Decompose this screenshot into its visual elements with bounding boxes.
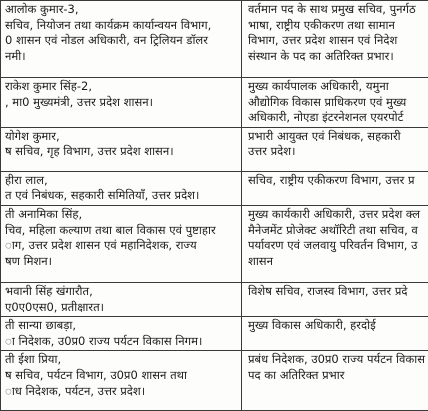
cell-text-line: ष सचिव, पर्यटन विभाग, उ0प्र0 शासन तथा [5, 368, 238, 384]
cell-text-line: ष सचिव, गृह विभाग, उत्तर प्रदेश शासन। [5, 144, 238, 160]
cell-text-line: 0 शासन एवं नोडल अधिकारी, वन ट्रिलियन डॉलर [5, 33, 238, 49]
officer-new-post-cell [242, 351, 428, 411]
cell-text-line: मुख्य कार्यकारी अधिकारी, उत्तर प्रदेश क्ल [248, 207, 428, 223]
cell-text-line: सचिव, नियोजन तथा कार्यक्रम कार्यान्वयन विभाग, [5, 18, 238, 34]
officer-new-post-cell [242, 171, 428, 205]
cell-text-line: वर्तमान पद के साथ प्रमुख सचिव, पुनर्गठ [248, 2, 428, 18]
cell-text-line: योगेश कुमार, [5, 129, 238, 145]
officer-current-post-cell [1, 1, 242, 78]
cell-text-line: मुख्य कार्यपालक अधिकारी, यमुना [248, 79, 428, 95]
cell-text-line: ा निदेशक, उ0प्र0 राज्य पर्यटन विकास निगम। [5, 334, 238, 350]
cell-text-line: ाध निदेशक, पर्यटन, उत्तर प्रदेश। [5, 384, 238, 400]
cell-text-line: मुख्य विकास अधिकारी, हरदोई [248, 318, 428, 334]
officer-new-post-cell [242, 1, 428, 78]
cell-text-line: ती सान्या छाबड़ा, [5, 318, 238, 334]
cell-text-line: , मा0 मुख्यमंत्री, उत्तर प्रदेश शासन। [5, 95, 238, 111]
table-body [1, 1, 428, 411]
cell-text-line: संस्थान के पद का अतिरिक्त प्रभार। [248, 49, 428, 65]
cell-text-line: उत्तर प्रदेश। [248, 144, 428, 160]
cell-text-line: राकेश कुमार सिंह-2, [5, 79, 238, 95]
cell-text-line: ाग, उत्तर प्रदेश शासन एवं महानिदेशक, राज्य [5, 238, 238, 254]
cell-text-line: पर्यावरण एवं जलवायु परिवर्तन विभाग, उ [248, 238, 428, 254]
officer-current-post-cell [1, 317, 242, 351]
table-row [1, 78, 428, 128]
cell-text-line: हीरा लाल, [5, 173, 238, 189]
cell-text-line: नमी। [5, 49, 238, 65]
officer-new-post-cell [242, 317, 428, 351]
cell-text-line: विशेष सचिव, राजस्व विभाग, उत्तर प्रदे [248, 284, 428, 300]
cell-text-line: अधिकारी, नोएडा इंटरनेशनल एयरपोर्ट [248, 110, 428, 126]
table-row [1, 351, 428, 411]
cell-text-line: प्रभारी आयुक्त एवं निबंधक, सहकारी [248, 129, 428, 145]
cell-text-line: विभाग, उत्तर प्रदेश शासन एवं निदेश [248, 33, 428, 49]
cell-text-line: भाषा, राष्ट्रीय एकीकरण तथा सामान [248, 18, 428, 34]
cell-text-line: ती अनामिका सिंह, [5, 207, 238, 223]
officer-current-post-cell [1, 205, 242, 282]
table-row [1, 317, 428, 351]
cell-text-line: प्रबंध निदेशक, उ0प्र0 राज्य पर्यटन विकास [248, 352, 428, 368]
cell-text-line: औद्योगिक विकास प्राधिकरण एवं मुख्य [248, 95, 428, 111]
officer-current-post-cell [1, 127, 242, 171]
cell-text-line: सचिव, राष्ट्रीय एकीकरण विभाग, उत्तर प्र [248, 173, 428, 189]
officer-current-post-cell [1, 351, 242, 411]
officer-new-post-cell [242, 205, 428, 282]
officer-current-post-cell [1, 171, 242, 205]
cell-text-line: शासन [248, 254, 428, 270]
officer-new-post-cell [242, 78, 428, 128]
officer-current-post-cell [1, 282, 242, 316]
cell-text-line: पद का अतिरिक्त प्रभार [248, 368, 428, 384]
table-row [1, 205, 428, 282]
table-row [1, 282, 428, 316]
cell-text-line: षण मिशन। [5, 254, 238, 270]
table-row [1, 171, 428, 205]
cell-text-line: ए0ए0एस0, प्रतीक्षारत। [5, 300, 238, 316]
officer-new-post-cell [242, 282, 428, 316]
cell-text-line: मैनेजमेंट प्रोजेक्ट अथॉरिटी तथा सचिव, व [248, 223, 428, 239]
table-row [1, 127, 428, 171]
cell-text-line: ती ईशा प्रिया, [5, 352, 238, 368]
cell-text-line: चिव, महिला कल्याण तथा बाल विकास एवं पुष्टाहार [5, 223, 238, 239]
officer-new-post-cell [242, 127, 428, 171]
cell-text-line: आलोक कुमार-3, [5, 2, 238, 18]
officer-current-post-cell [1, 78, 242, 128]
cell-text-line: त एवं निबंधक, सहकारी समितियाँ, उत्तर प्रदेश। [5, 188, 238, 204]
table-row [1, 1, 428, 78]
cell-text-line: भवानी सिंह खंगारौत, [5, 284, 238, 300]
